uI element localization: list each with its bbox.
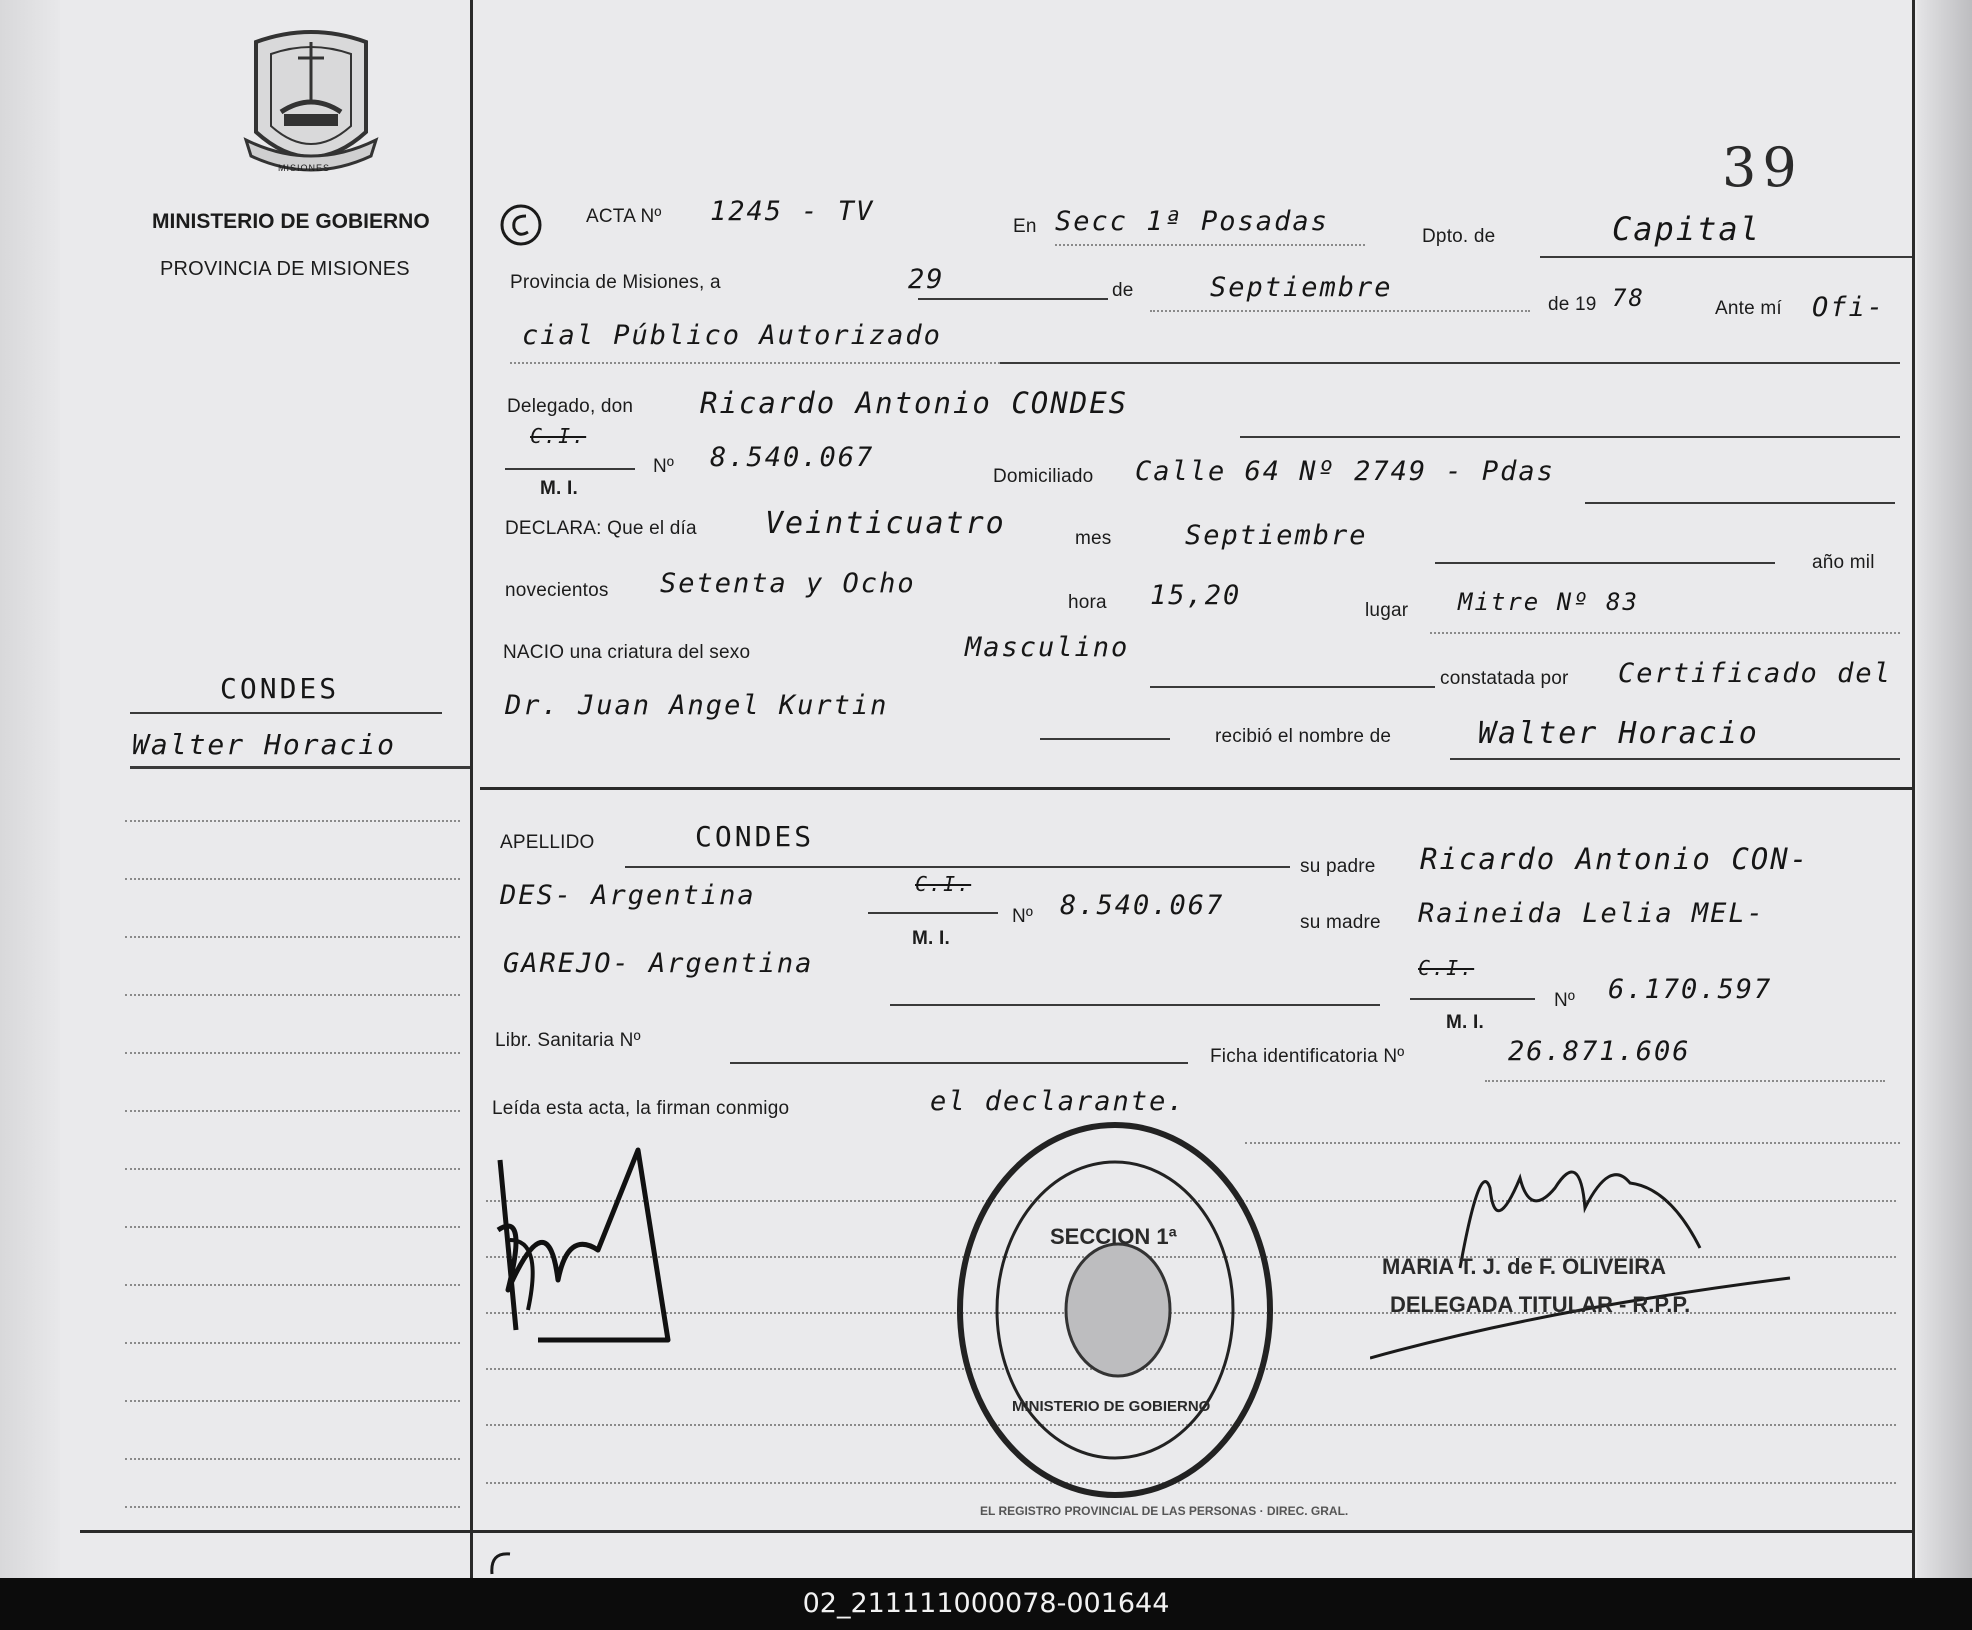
- margin-line: [125, 1342, 460, 1344]
- fill-line: [868, 912, 998, 914]
- ficha: 26.871.606: [1508, 1036, 1691, 1067]
- section-divider: [480, 787, 1912, 790]
- fill-line: [1435, 562, 1775, 564]
- margin-line: [125, 1284, 460, 1286]
- fill-line: [1240, 436, 1900, 438]
- libr-label: Libr. Sanitaria Nº: [495, 1030, 641, 1051]
- province-label: Provincia de Misiones, a: [510, 272, 721, 293]
- margin-line: [125, 1506, 460, 1508]
- declarant-signature: [488, 1140, 678, 1350]
- de-label: de: [1112, 280, 1134, 301]
- fill-line: [510, 362, 1000, 364]
- province-heading: PROVINCIA DE MISIONES: [160, 258, 410, 280]
- officer-name: MARIA T. J. de F. OLIVEIRA: [1382, 1254, 1666, 1279]
- month: Septiembre: [1210, 272, 1393, 303]
- fill-line: [1055, 244, 1365, 246]
- margin-line: [125, 820, 460, 822]
- padre-mi-label: M. I.: [912, 928, 950, 949]
- ante-label: Ante mí: [1715, 298, 1782, 319]
- fill-line: [918, 298, 1108, 300]
- anio-label: año mil: [1812, 552, 1875, 573]
- fill-line: [1150, 310, 1530, 312]
- year-label: de 19: [1548, 294, 1597, 315]
- officer-title: DELEGADA TITULAR - R.P.P.: [1390, 1292, 1691, 1317]
- margin-line: [125, 936, 460, 938]
- madre-part-1: Raineida Lelia MEL-: [1418, 898, 1765, 929]
- no-label: Nº: [653, 456, 675, 477]
- fill-line: [1585, 502, 1895, 504]
- delegado-doc-type: C.I.: [530, 424, 587, 448]
- novecientos-label: novecientos: [505, 580, 609, 601]
- stamp-inner-bottom: MINISTERIO DE GOBIERNO: [1012, 1398, 1211, 1415]
- child-given-names: Walter Horacio: [1478, 716, 1759, 751]
- nacio-label: NACIO una criatura del sexo: [503, 642, 751, 663]
- circled-c-icon: [496, 200, 546, 250]
- fill-line: [1000, 362, 1900, 364]
- madre-part-2: GAREJO- Argentina: [503, 948, 814, 979]
- delegado-name: Ricardo Antonio CONDES: [700, 386, 1129, 420]
- constatada-part-2: Dr. Juan Angel Kurtin: [505, 690, 889, 721]
- margin-line: [125, 994, 460, 996]
- constatada-label: constatada por: [1440, 668, 1569, 689]
- padre-part-1: Ricardo Antonio CON-: [1420, 842, 1810, 876]
- fill-line: [505, 468, 635, 470]
- fill-line: [1540, 256, 1912, 258]
- recibio-label: recibió el nombre de: [1215, 726, 1392, 747]
- margin-divider: [470, 0, 473, 1578]
- margin-underline-2: [130, 766, 470, 769]
- sexo: Masculino: [965, 632, 1130, 663]
- leida: el declarante.: [930, 1086, 1186, 1117]
- madre-no-label: Nº: [1554, 990, 1576, 1011]
- section: Secc 1ª Posadas: [1055, 206, 1329, 237]
- declara-day: Veinticuatro: [765, 506, 1006, 541]
- mes-label: mes: [1075, 528, 1112, 549]
- year: 78: [1612, 284, 1645, 312]
- official-part-1: Ofi-: [1812, 292, 1886, 323]
- domicilio: Calle 64 Nº 2749 - Pdas: [1135, 456, 1555, 487]
- stamp-inner-text: SECCION 1ª: [1050, 1224, 1177, 1249]
- novecientos: Setenta y Ocho: [660, 568, 916, 599]
- dpto-label: Dpto. de: [1422, 226, 1496, 247]
- domicilio-label: Domiciliado: [993, 466, 1094, 487]
- fill-line: [1040, 738, 1170, 740]
- margin-line: [125, 1052, 460, 1054]
- mi-label: M. I.: [540, 478, 578, 499]
- margin-line: [125, 1400, 460, 1402]
- padre-no-label: Nº: [1012, 906, 1034, 927]
- official-part-2: cial Público Autorizado: [522, 320, 942, 351]
- declara-label: DECLARA: Que el día: [505, 518, 697, 539]
- margin-line: [125, 1226, 460, 1228]
- archive-code: 02_211111000078-001644: [0, 1578, 1972, 1630]
- officer-signature: [1370, 1128, 1840, 1368]
- apellido-label: APELLIDO: [500, 832, 595, 853]
- delegado-doc-number: 8.540.067: [710, 442, 875, 473]
- provincial-seal-icon: [236, 22, 386, 182]
- fill-line: [890, 1004, 1380, 1006]
- madre-label: su madre: [1300, 912, 1381, 933]
- hora-label: hora: [1068, 592, 1107, 613]
- margin-line: [125, 1168, 460, 1170]
- delegado-label: Delegado, don: [507, 396, 634, 417]
- hora: 15,20: [1150, 580, 1242, 611]
- padre-part-2: DES- Argentina: [500, 880, 756, 911]
- fill-line: [1410, 998, 1535, 1000]
- lugar-label: lugar: [1365, 600, 1409, 621]
- fill-line: [1430, 632, 1900, 634]
- fill-line: [1485, 1080, 1885, 1082]
- dpto: Capital: [1612, 210, 1761, 248]
- ministry-heading: MINISTERIO DE GOBIERNO: [152, 210, 430, 233]
- fill-line: [1150, 686, 1435, 688]
- margin-line: [125, 878, 460, 880]
- fill-line: [1450, 758, 1900, 760]
- acta-number: 1245 - TV: [710, 196, 875, 227]
- registry-stamp-icon: [950, 1110, 1280, 1510]
- declara-month: Septiembre: [1185, 520, 1368, 551]
- padre-doc-type: C.I.: [915, 872, 972, 896]
- margin-given-names: Walter Horacio: [132, 728, 397, 761]
- madre-doc-type: C.I.: [1418, 956, 1475, 980]
- fill-line: [730, 1062, 1188, 1064]
- margin-surname: CONDES: [220, 672, 340, 705]
- margin-line: [125, 1110, 460, 1112]
- right-border: [1912, 0, 1915, 1578]
- fill-line: [625, 866, 1290, 868]
- margin-line: [125, 1458, 460, 1460]
- margin-underline-1: [130, 712, 442, 714]
- apellido: CONDES: [695, 820, 815, 853]
- page-number: 39: [1722, 136, 1803, 199]
- en-label: En: [1013, 216, 1037, 237]
- acta-label: ACTA Nº: [586, 206, 662, 227]
- padre-label: su padre: [1300, 856, 1376, 877]
- day: 29: [908, 264, 945, 295]
- next-act-circled-c-icon: [480, 1548, 530, 1578]
- madre-doc: 6.170.597: [1608, 974, 1773, 1005]
- seal-caption: MISIONES: [278, 163, 331, 173]
- stamp-ring-text: EL REGISTRO PROVINCIAL DE LAS PERSONAS · DIREC. GRAL.: [980, 1504, 1349, 1518]
- bottom-rule: [80, 1530, 1912, 1533]
- leida-label: Leída esta acta, la firman conmigo: [492, 1098, 790, 1119]
- padre-doc: 8.540.067: [1060, 890, 1225, 921]
- constatada-part-1: Certificado del: [1618, 658, 1892, 689]
- ficha-label: Ficha identificatoria Nº: [1210, 1046, 1405, 1067]
- lugar: Mitre Nº 83: [1458, 588, 1639, 616]
- madre-mi-label: M. I.: [1446, 1012, 1484, 1033]
